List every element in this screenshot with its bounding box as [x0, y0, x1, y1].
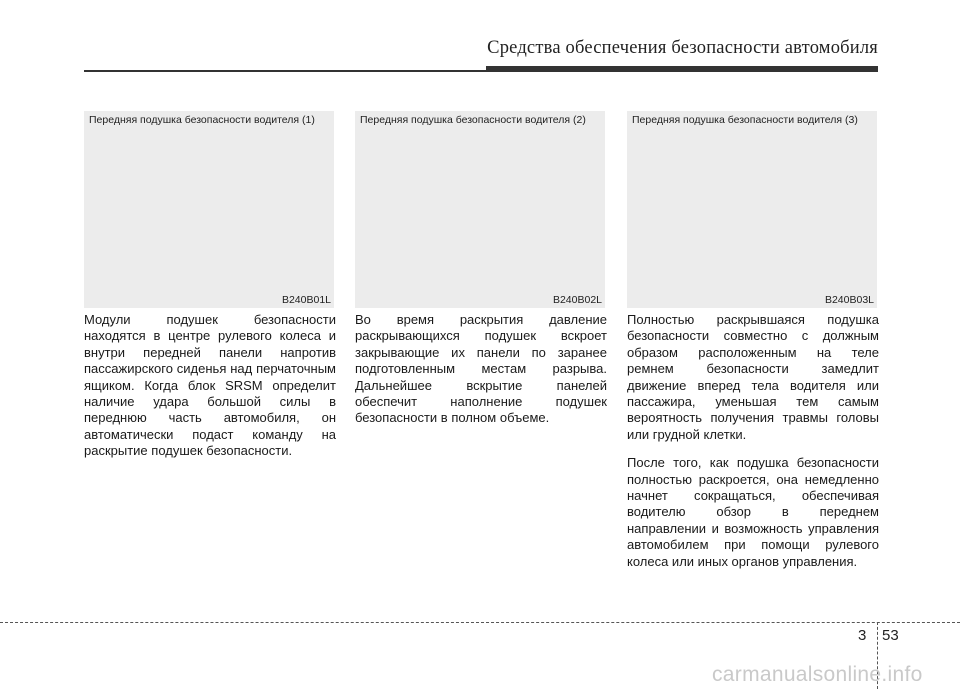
figure-code: B240B02L: [552, 294, 602, 306]
figure-caption: Передняя подушка безопасности водителя (3): [632, 114, 858, 126]
figure-3: [627, 111, 877, 308]
text-column-2: [355, 312, 607, 439]
watermark: carmanualsonline.info: [712, 663, 923, 686]
chapter-number: 3: [858, 627, 867, 644]
header-rule-thin: [84, 70, 486, 72]
figure-2: [355, 111, 605, 308]
body-paragraph: Во время раскрытия давление раскрывающихся подушек вскроет закрывающие их панели по заранее подготовленным местам разрыва. Дальнейшее вскрытие панелей обеспечит наполнение подушек безопасности в полном объеме.: [355, 312, 607, 426]
text-column-1: [84, 312, 336, 472]
page-number: 53: [882, 627, 899, 644]
body-paragraph: Полностью раскрывшаяся подушка безопасности совместно с должным образом расположенным на теле ремнем безопасности замедлит движение вперед тела водителя или пассажира, уменьшая тем самым вероятность получения травмы головы или грудной клетки.: [627, 312, 879, 442]
figure-caption: Передняя подушка безопасности водителя (1): [89, 114, 315, 126]
figure-1: [84, 111, 334, 308]
header-rule-thick: [486, 66, 878, 72]
body-paragraph: После того, как подушка безопасности полностью раскроется, она немедленно начнет сокращаться, обеспечивая водителю обзор в переднем направлении и возможность управления автомобилем при помощи рулевого колеса или иных органов управления.: [627, 455, 879, 569]
section-title: Средства обеспечения безопасности автомобиля: [487, 38, 878, 58]
figure-code: B240B03L: [824, 294, 874, 306]
figure-code: B240B01L: [281, 294, 331, 306]
footer-rule: [0, 622, 960, 623]
text-column-3: [627, 312, 879, 582]
body-paragraph: Модули подушек безопасности находятся в центре рулевого колеса и внутри передней панели напротив пассажирского сиденья над перчаточным ящиком. Когда блок SRSM определит наличие удара большой силы в переднюю часть автомобиля, он автоматически подаст команду на раскрытие подушек безопасности.: [84, 312, 336, 459]
figure-caption: Передняя подушка безопасности водителя (2): [360, 114, 586, 126]
